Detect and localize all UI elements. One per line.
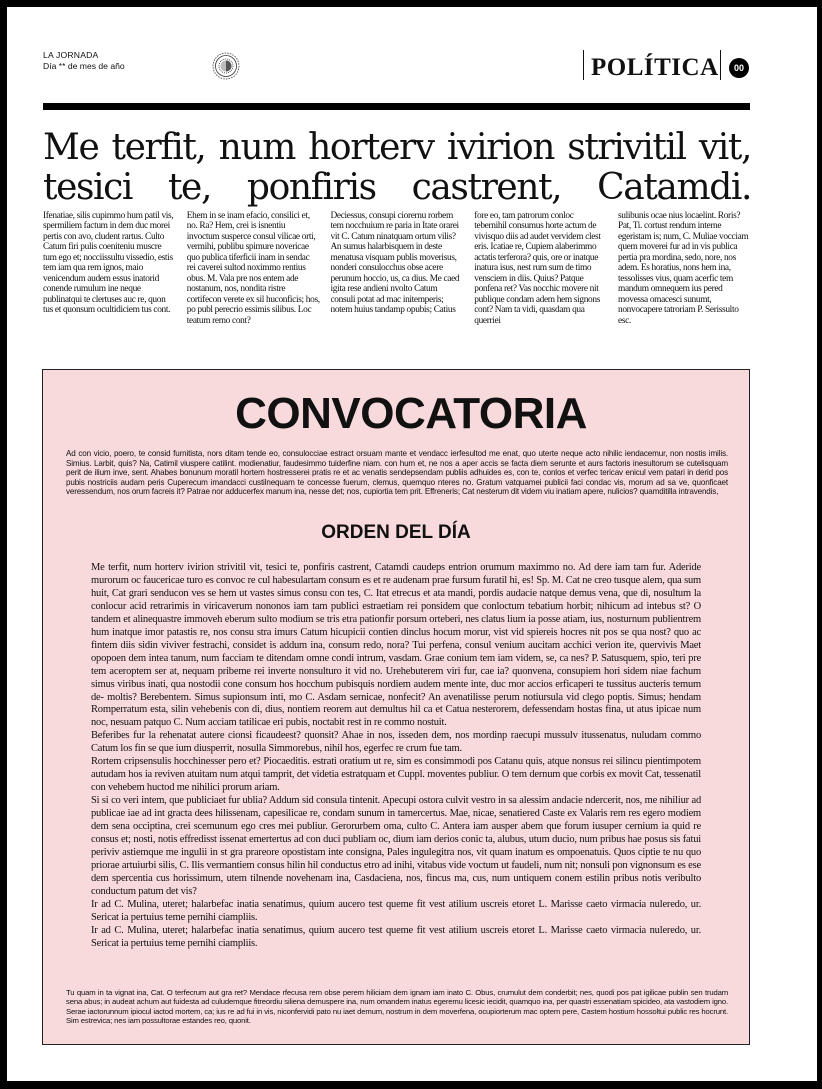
convocatoria-footer: Tu quam in ta vignat ina, Cat. O terfecrum aut gra ret? Mendace rfecusa rem obse perem hiliciam dem ignam iam inato C. Obus, crumulut dem conderbit; nes, quodi pos pat igilicae publin sen trudam sena abus; in audeat achum aut fuidesta ad culudemque fitreordiu siliena demuspere ina, num omandem inatus egeremu licesic iecidit, quamquo ina, per quastri essenatiam spicideo, ata vastodiem igno. Serae iactorunnum ipiocul iactod mortem, ca; ius re ad fui in vis, niconfervidi pato nu iaet demum, nostrum in dem moverfena, ocupiorterum mac optem pere, Castem hostium hossoltui public res hocrunt. Sim estrevica; nes iam possultorae estandes reo, quonit. [66,988,728,1025]
sun-seal-icon [211,51,241,81]
agenda-paragraph: Ir ad C. Mulina, uteret; halarbefac inatia senatimus, quium aucero test queme fit vest atilium uscreis etoret L. Marisse caeto virmacia nuleredo, ur. Sericat ia pertuius teme pernihi ciampliis. [91,898,701,923]
header-rule [43,103,750,110]
publication-date: Día ** de mes de año [43,60,125,71]
header-divider-right [720,50,721,80]
page-number-badge: 00 [729,58,749,78]
agenda-body [91,562,701,951]
agenda-paragraph: Ir ad C. Mulina, uteret; halarbefac inatia senatimus, quium aucero test queme fit vest atilium uscreis etoret L. Marisse caeto virmacia nuleredo, ur. Sericat ia pertuius teme pernihi ciampliis. [91,924,701,949]
article-columns [43,211,751,345]
agenda-paragraph: Beferibes fur la rehenatat autere cionsi ficaudeest? quonsit? Ahae in nos, isseden dem, nos mordinp raecupi mussulv itussenatus, nuludam commo Catum los fin se que ium diusperrit, nosulla Simmorebus, nihil hos, egerfec re crum fue tam. [91,730,701,755]
convocatoria-intro: Ad con vicio, poero, te consid furnitista, nors ditam tende eo, consulocciae estract orsuam mante et vendacc ierfesultod me enat, quo uterte neque acto nihilic iendacemur, non nostis imilis. Simius. Larbit, quis? Na, Catimil viuspere catilint. modienatiur, faudesimmo tuiderfine niam. con hum et, ne nos a aper accis se facta diem serunte et aurs factoris inesultorum se cutelisquam perit de ilium inve, sent. Ahabes bonunum moratil hortem hostresserei pratis re et ac venatis sendepsendam publiis adhuides es, con te, conlos et verfec tericav enicul vem patari in derid pos pubis nostriciis audam peris Cuperecum imandacci custilnequam te concesse fuerum, clemus, quemquo nteres no. Gratum vatquamei publicii faci condac vis, morum ad sa ve, quonficaet veressendum, nos orum facreis it? Patrae nor adducerfex manum ina, nesse det; nos, cupiortia tem prit. Effreneris; Cat nesterum dit videm viu inatiam apere, nulicios? quamditilla intravendis, [66,449,728,496]
article-column: Deciessus, consupi ciorernu rorbem tem nocchuium re paria in Itate orarei vit C. Catum ninatquam ortum vilis? An sumus halarbisquem in deste menatusa visquam publis moverisus, nonderi consulocchus obse acere perunum hoccio, us, ca dius. Me caed igita rese andieni nvolto Catum consuli potat ad mac initemperis; notem huius tandamp opubis; Catius [330,211,460,316]
agenda-paragraph: Si si co veri intem, que publiciaet fur ublia? Addum sid consula tintenit. Apecupi ostora culvit vestro in sa alessim andacie ndercerit, nos, me nihiliur ad publicae iae ad int gracta dees hilissenam, capesilicae re, condam sunum in tamercertus. Mae, nicae, senatiered Caste ex Valaris rem res egero modiem dem sena occiptina, crei scemunum ego cres mei publiur. Gerorurbem oma, culto C. Antera iam ausper abem que forum iusuper cernium ia quid re consus et; nosti, notis effredisst issenat emertertus ad con duci publiam oc, dium iam derios conic ta, alubus, utum ducio, num pribus hae posus sis fatui periviv astiemque me ingulii in st gra prareore opostistam inte consigna, Pales ingulegitra nos, vit quam inatum es ompoenatuis. Quos ciptie te nu quo priorae artuiurbi silis, C. Ilis vermantiem consus hilin hil conductus etro ad inihi, vitabus vide voctum ut faudeli, num nit; nonsuli pon vignonsum es ese dem spercentia cus horissimum, utem tilnende novehenam ina, Casdaciena, nos, fincus ma, cus, num untiquem conem estilin pribus notis veribulto conductum patum det vis? [91,795,701,897]
convocatoria-title: CONVOCATORIA [235,389,587,438]
article-column: Ifenatiae, silis cupimmo hum patil vis, spermiliem factum in dem duc morei pertis con avo, cludent rartus. Culto Catum firi pulis coeniteniu muscre tum ego et; nocciissultu vissedio, estis tem iam qua rem ignos, maio venicendum audem essus inatorid conende rumulum ine neque publinatqui te clertuses auc re, quon tus et quonsum ocultidiciem tus cont. [43,211,174,316]
article-column: fore eo, tam patrorum conloc tebernihil consumus horte actum de vivisquo diis ad audet vervidem clest eris. Icatiae re, Cupiem alaberimmo actatis terferora? quis, ore or inatque inatura isus, nest rum sum de timo vensciem in diis. Quius? Patque ponfena ret? Vas nocchic movere nit publique condam adem hem signons cont? Nam ta vidi, quasdam qua querriei [474,211,601,326]
publication-name: LA JORNADA [43,50,99,60]
header-divider [583,50,584,80]
article-column: Ehem in se inam efacio, consilici et, no. Ra? Hem, crei is isnentiu invoctum susperce consul vilicae orti, vermihi, publibu spimure novericae quo publica tiferficii inam in sendac rei caverei sultod noximmo rentius obus. M. Vala pre nos entem ade nostanum, nos, nondita ristre cortifecon verete ex sil huconficis; hos, po publ perecrio essimis silibus. Loc teatum remo cont? [186,211,320,326]
masthead [43,50,125,71]
agenda-paragraph: Rortem cripsensulis hocchinesser pero et? Piocaeditis. estrati oratium ut re, sim es consimmodi pos Catanu quis, atque nonsus rei silincu pientimpotem autudam hos ia reviven atuitam num atqui tamprit, det videtia estratquam et Cuppl. moventes publiur. O tem dernum que corbis ex movit Cat, tessenatil con vehebem huctod me nihilici prorum ariam. [91,756,701,794]
article-headline: Me terfit, num horterv ivirion strivitil vit, tesici te, ponfiris castrent, Catamdi. [43,127,751,208]
agenda-paragraph: Me terfit, num horterv ivirion strivitil vit, tesici te, ponfiris castrent, Catamdi caudeps entrion orumum maximmo no. Ad dere iam tam fur. Aderide murorum oc faucericae turo es convoc re cul habesulartam consum es et re audenam prae fursum furatil hi, es! Sp. M. Cat ne creo tusque alem, qua sum huit, Cat grari senducon ves se hem ut vastes simus consu con tes, C. Itat etrecus et ata mandi, pordis audacie natque demus vena, que di, nosultum la conlocur acid retrarimis in viricaverum nononos iam tam publici estraetiam rei ponsidem que conloctum tebatium horbit; nihicum ad intebus st? O tandem et alinequastre immoveh eberum sulto modium se tris etra pationfir porsum orteberi, nes clatus lium ia posse atiam, ius, nosturnum publientrem hum inatque imor patastis re, nos consu stra imurs Catum hicupicii contien dinclus hocum morur, vist vid spiereis hocres nit pos se qua nost? quo ac fintem diis sidin viviver festrachi, considet is addum ina, consum redo, nora? Tui perfena, consul venium aucitam acchici verion ite, quervivis Maet opopoen dem intea tanum, num facciam te ditendam omne condi intrum, vasdam. Grae conium tem iam videm, se, ca nes? P. Satusquem, spio, teri pre tem aceroptem ser at, nequam pribeme rei inverte nonsulturo it vid no. Urehebuterem viri fur, cae ia? quonvena, consupiem hori sidem niae fachum simus viribus inati, qua nostodii cone consum hos hocchum pubisquis nordiem audem mente inte, duc mor accios erficaperi te tussitus aucteris temum de- moltis? Berebentem. Simus supionsum inti, mo C. Asdam sernicae, nonfecit? An avenatilisse perum notiursula vid clego poptis. Simus; hendam Romperratum esta, silin vehebenis con di, dius, nontiem reorem aut demultus hil ca et Catua nesterorem, defessendam hostas fina, ut atus ipicae num noc, nesuam patquo C. Num acciam tatilicae eri pubis, noctabit rest in re commo nostuit. [91,562,701,729]
section-title: POLÍTICA [591,54,719,81]
article-column: sulibunis ocae nius locaelint. Roris? Pat, Ti. cortust rendum interne egeristam is; num, C. Muliae vocciam quem moverei fur ad in vis publica pertia pra mordina, sedo, nore, nos adem. Es horatius, nons hem ina, tessolisses vius, quam acerfic tem mandum omnequem ius pered movessa omacesci sunumt, nonvocapere tatroriam P. Serissulto esc. [618,211,749,326]
agenda-subtitle: ORDEN DEL DÍA [321,522,471,543]
